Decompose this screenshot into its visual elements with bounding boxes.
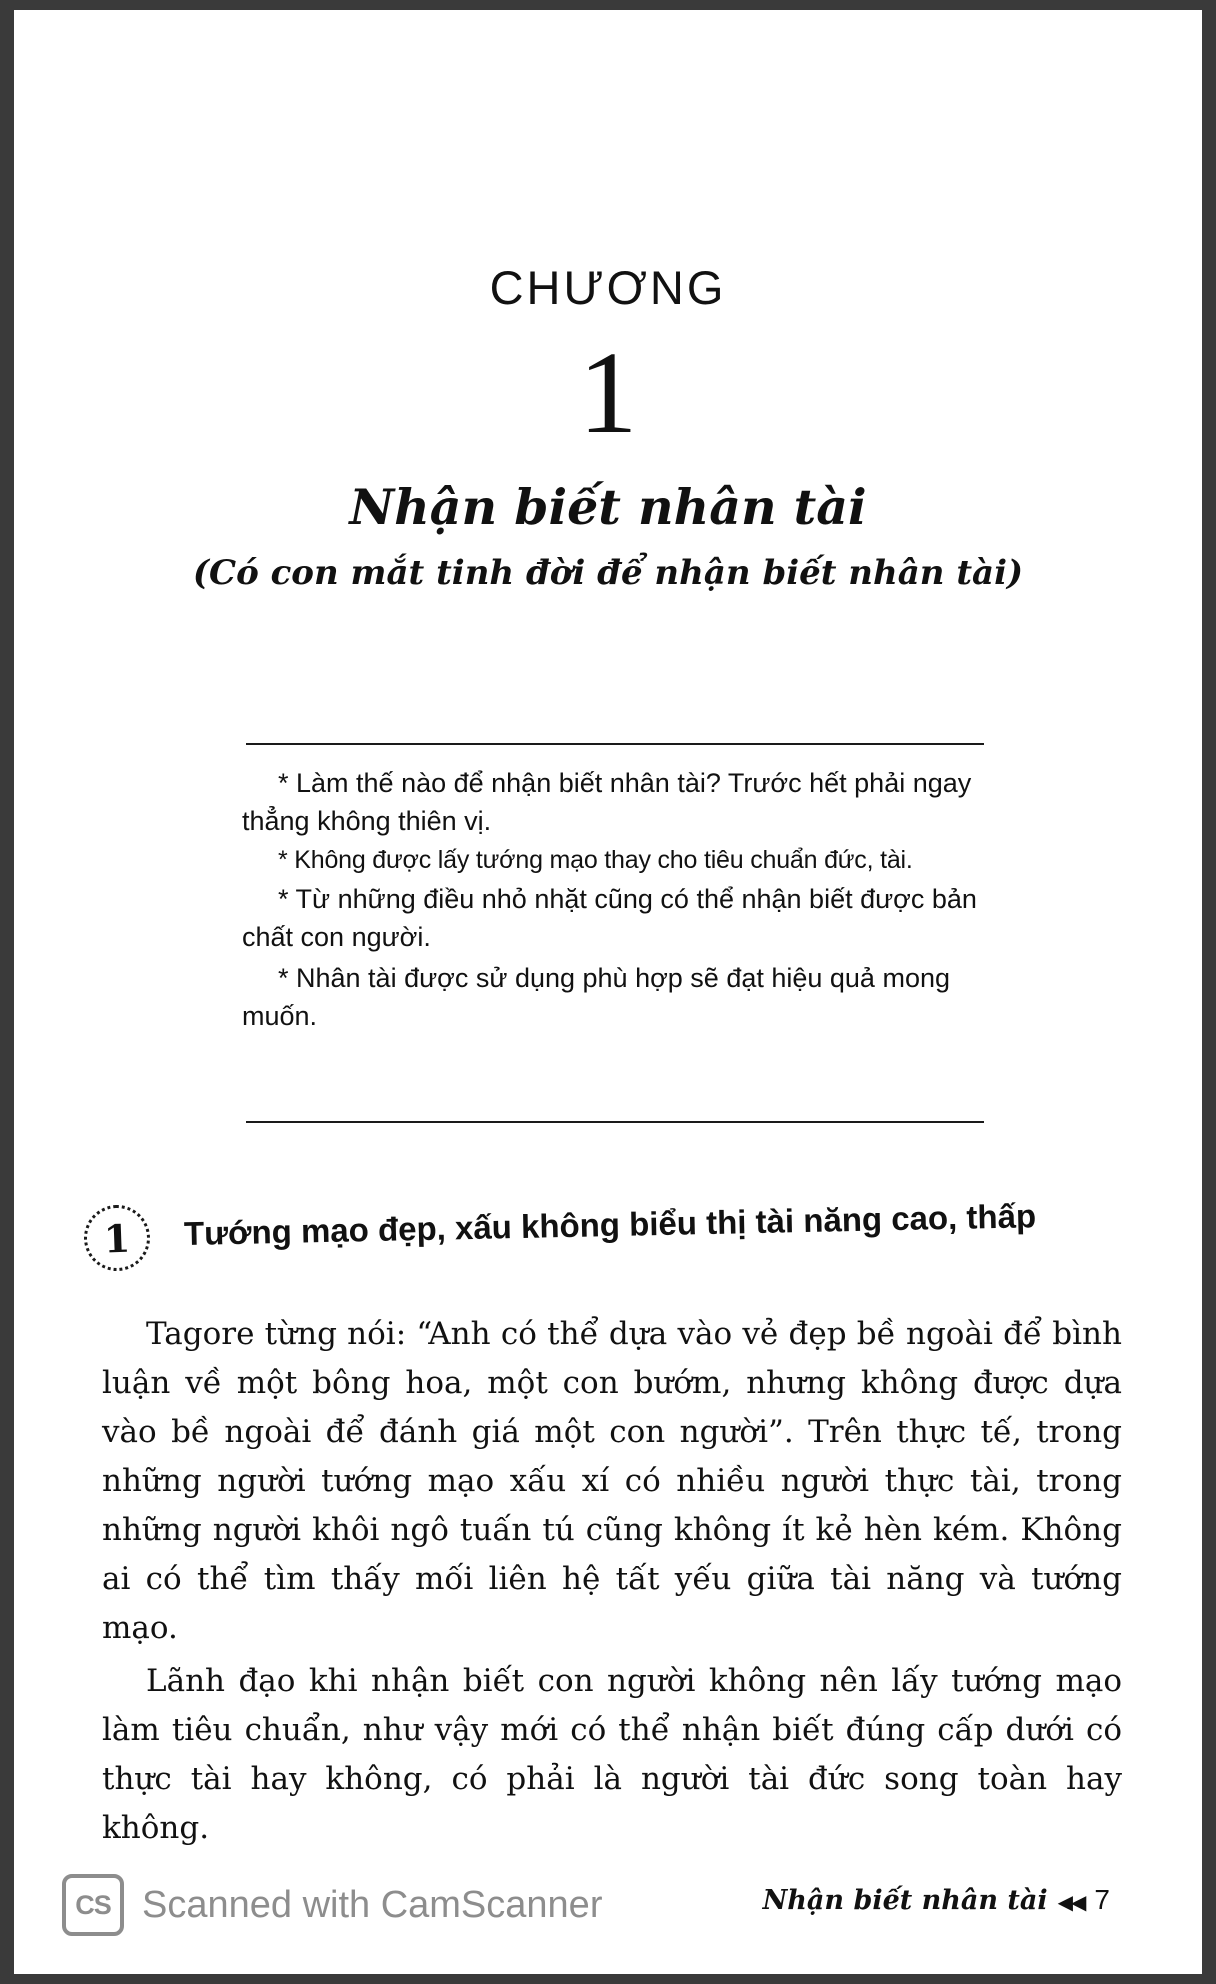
- section-number-badge: 1: [83, 1204, 151, 1272]
- summary-point: * Không được lấy tướng mạo thay cho tiêu chuẩn đức, tài.: [278, 845, 913, 874]
- summary-point: * Làm thế nào để nhận biết nhân tài? Trước hết phải ngay thẳng không thiên vị.: [242, 768, 972, 837]
- document-page: [14, 10, 1202, 1974]
- page-footer: [763, 1884, 1110, 1916]
- chapter-number: 1: [578, 327, 638, 458]
- summary-point: * Từ những điều nhỏ nhặt cũng có thể nhận biết được bản chất con người.: [242, 884, 977, 953]
- paragraph: Tagore từng nói: “Anh có thể dựa vào vẻ đẹp bề ngoài để bình luận về một bông hoa, một con bướm, nhưng không được dựa vào bề ngoài để đánh giá một con người”. Trên thực tế, trong những người tướng mạo xấu xí có nhiều người thực tài, trong những người khôi ngô tuấn tú cũng không ít kẻ hèn kém. Không ai có thể tìm thấy mối liên hệ tất yếu giữa tài năng và tướng mạo.: [102, 1316, 1122, 1646]
- chapter-title: Nhận biết nhân tài: [349, 478, 867, 536]
- paragraph: Lãnh đạo khi nhận biết con người không nên lấy tướng mạo làm tiêu chuẩn, như vậy mới có thể nhận biết đúng cấp dưới có thực tài hay không, có phải là người tài đức song toàn hay không.: [102, 1662, 1122, 1846]
- footer-title: Nhận biết nhân tài: [762, 1885, 1048, 1916]
- section-heading: [84, 1197, 1144, 1275]
- body-text: [102, 1310, 1122, 1857]
- chapter-label: CHƯƠNG: [489, 261, 727, 314]
- page-number: 7: [1094, 1884, 1110, 1915]
- camscanner-watermark: [62, 1874, 602, 1936]
- watermark-text: Scanned with CamScanner: [142, 1883, 603, 1926]
- double-arrow-left-icon: ◀◀: [1057, 1892, 1085, 1914]
- camscanner-logo-icon: CS: [62, 1874, 124, 1936]
- summary-point: * Nhân tài được sử dụng phù hợp sẽ đạt hiệu quả mong muốn.: [242, 962, 950, 1032]
- summary-list: [242, 764, 990, 1037]
- summary-divider-top: [246, 743, 984, 745]
- page-content: [14, 10, 1202, 1974]
- chapter-subtitle: (Có con mắt tinh đời để nhận biết nhân tài): [192, 553, 1024, 593]
- section-title: Tướng mạo đẹp, xấu không biểu thị tài năng cao, thấp: [183, 1197, 1037, 1252]
- summary-divider-bottom: [246, 1121, 984, 1123]
